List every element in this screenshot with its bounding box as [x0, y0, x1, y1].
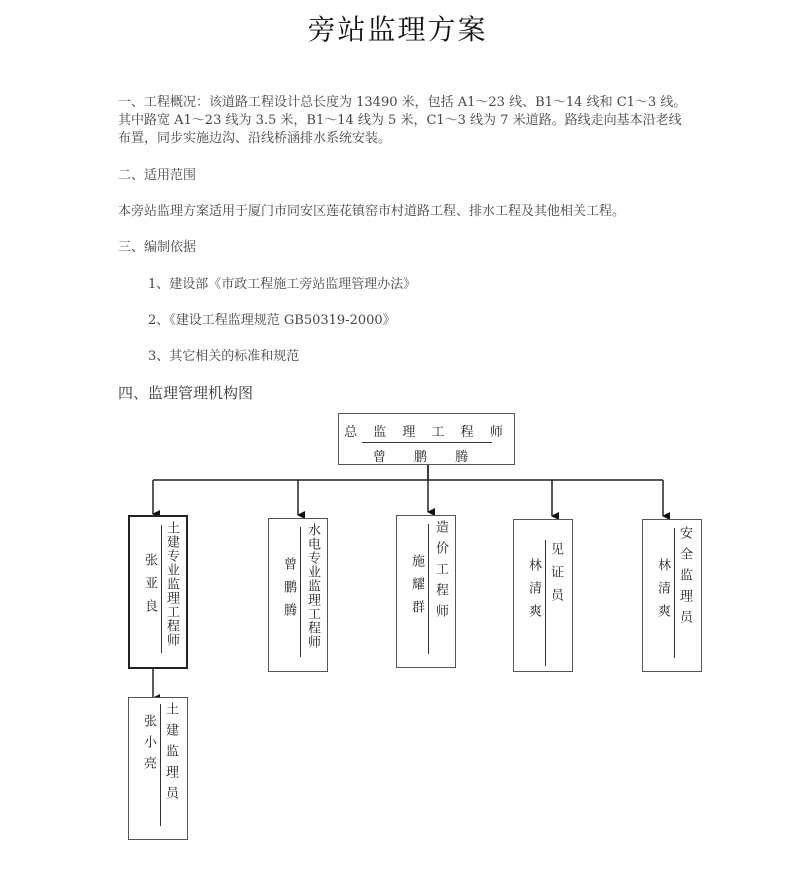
basis-item-3: 3、其它相关的标准和规范 — [148, 349, 300, 364]
member-role: 土建专业监理工程师 — [164, 521, 179, 647]
page-title: 旁站监理方案 — [307, 13, 488, 46]
member-role: 安全监理员 — [677, 526, 692, 631]
member-role: 水电专业监理工程师 — [305, 523, 320, 649]
member-name: 林清爽 — [526, 558, 541, 627]
overview-line-2: 其中路宽 A1～23 线为 3.5 米，B1～14 线为 5 米，C1～3 线为 7 米道路。路线走向基本沿老线 — [118, 113, 682, 128]
member-name: 林清爽 — [655, 558, 670, 627]
member-witness-box — [513, 519, 573, 672]
member-name: 张亚良 — [142, 553, 157, 622]
box-divider — [160, 704, 161, 826]
member-civil-supervisor-box — [128, 697, 188, 840]
box-divider — [545, 540, 546, 666]
basis-heading: 三、编制依据 — [118, 240, 197, 255]
member-name: 张小亮 — [141, 714, 156, 777]
box-divider — [428, 524, 429, 654]
overview-line-3: 布置，同步实施边沟、沿线桥涵排水系统安装。 — [118, 131, 392, 146]
member-name: 曾鹏腾 — [281, 557, 296, 626]
member-mep-engineer-box — [268, 518, 328, 672]
member-role: 造价工程师 — [433, 520, 448, 625]
member-role: 见证员 — [548, 542, 563, 611]
scope-text: 本旁站监理方案适用于厦门市同安区莲花镇窑市村道路工程、排水工程及其他相关工程。 — [118, 204, 626, 219]
member-civil-engineer-box — [128, 515, 188, 669]
member-safety-supervisor-box — [642, 519, 702, 672]
box-divider — [300, 527, 301, 657]
chief-divider — [362, 442, 492, 443]
member-name: 施耀群 — [409, 554, 424, 623]
member-cost-engineer-box — [396, 515, 456, 668]
basis-item-1: 1、建设部《市政工程施工旁站监理管理办法》 — [148, 277, 417, 292]
member-role: 土建监理员 — [163, 702, 178, 807]
overview-line-1: 一、工程概况：该道路工程设计总长度为 13490 米，包括 A1～23 线、B1～14 线和 C1～3 线。 — [118, 95, 687, 110]
chief-name: 曾 鹏 腾 — [372, 450, 481, 465]
org-chart-heading: 四、监理管理机构图 — [118, 384, 254, 402]
scope-heading: 二、适用范围 — [118, 168, 197, 183]
box-divider — [161, 525, 162, 653]
chief-role: 总 监 理 工 程 师 — [344, 425, 509, 440]
chief-supervisor-box — [338, 413, 515, 465]
box-divider — [674, 528, 675, 658]
basis-item-2: 2、《建设工程监理规范 GB50319-2000》 — [148, 313, 396, 328]
